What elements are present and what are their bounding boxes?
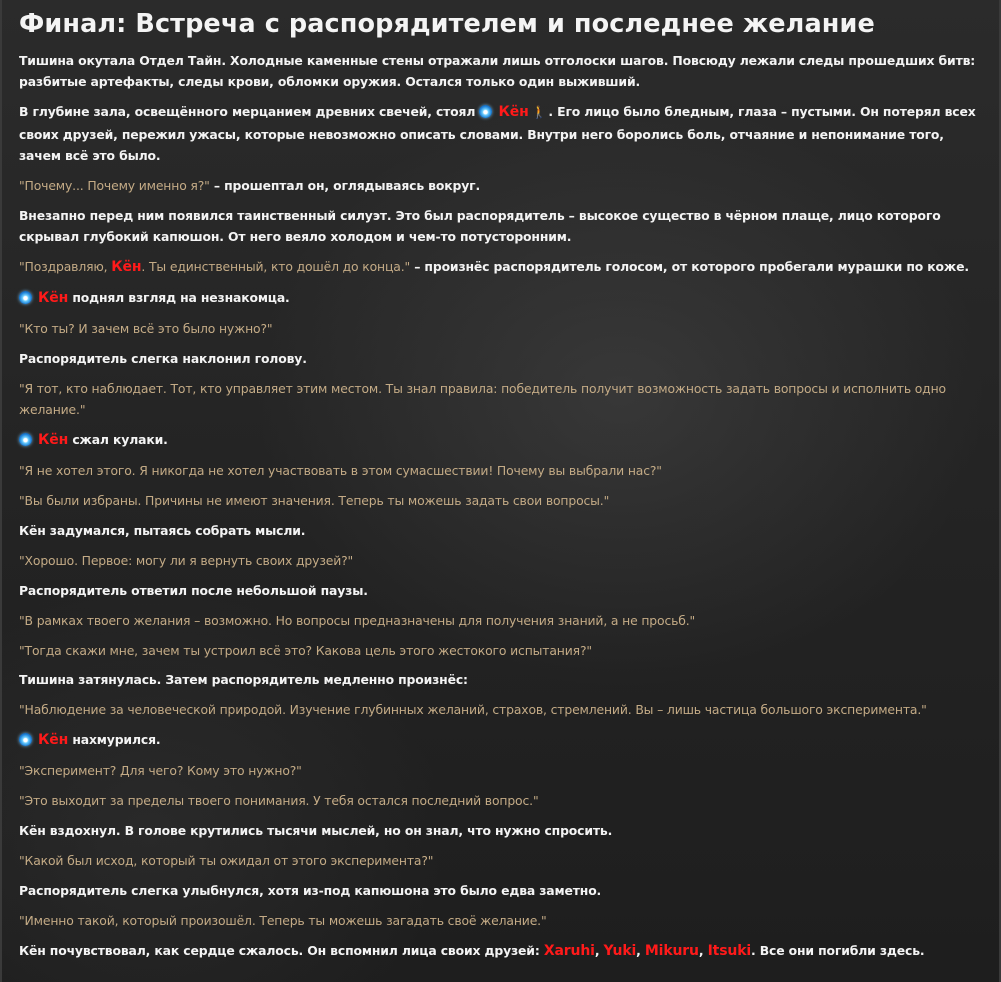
separator: , [698, 942, 708, 958]
dialogue-paragraph: "Я не хотел этого. Я никогда не хотел участвовать в этом сумасшествии! Почему вы выбрали нас?" [19, 463, 662, 479]
narration-paragraph: Распорядитель слегка улыбнулся, хотя из-под капюшона это было едва заметно. [19, 882, 602, 898]
character-name-ken: Кён [38, 290, 69, 307]
glowing-orb-icon [19, 433, 32, 446]
separator: , [594, 942, 604, 958]
glowing-orb-icon [19, 291, 32, 304]
narration-paragraph [19, 287, 983, 309]
dialogue-paragraph: "Какой был исход, который ты ожидал от этого эксперимента?" [19, 852, 434, 868]
friend-name-itsuki: Itsuki [707, 942, 752, 959]
dialogue-paragraph: "Я тот, кто наблюдает. Тот, кто управляет этим местом. Ты знал правила: победитель получит возможность задать вопросы и исполнить одно желание." [19, 380, 946, 418]
narration-text: В глубине зала, освещённого мерцанием древних свечей, стоял [19, 104, 480, 120]
friend-name-xaruhi: Xaruhi [543, 942, 595, 959]
narration-paragraph: Распорядитель слегка наклонил голову. [19, 350, 307, 366]
narration-text: поднял взгляд на незнакомца. [68, 290, 290, 306]
separator: , [636, 942, 645, 958]
narration-text: . Все они погибли здесь. [751, 942, 925, 958]
narration-paragraph: Тишина окутала Отдел Тайн. Холодные каменные стены отражали лишь отголоски шагов. Повсюду лежали следы прошедших битв: разбитые артефакты, следы крови, обломки оружия. Остался только один выживший. [19, 53, 976, 90]
dialogue-paragraph: "Тогда скажи мне, зачем ты устроил всё это? Какова цель этого жестокого испытания?" [19, 642, 592, 658]
character-name-ken: Кён [498, 104, 529, 121]
dialogue-paragraph: "Кто ты? И зачем всё это было нужно?" [19, 321, 273, 337]
narration-paragraph: Распорядитель ответил после небольшой паузы. [19, 582, 368, 598]
dialogue-paragraph: "Эксперимент? Для чего? Кому это нужно?" [19, 763, 302, 779]
dialogue-quote: "Поздравляю, [19, 259, 112, 275]
dialogue-paragraph [19, 256, 983, 278]
narration-text: . Его лицо было бледным, глаза – пустыми. Он потерял всех своих друзей, пережил ужасы, которые невозможно описать словами. Внутри него боролись боль, отчаяние и непонимание того, зачем всё это было. [19, 104, 976, 164]
page-title: Финал: Встреча с распорядителем и последнее желание [19, 9, 875, 39]
dialogue-paragraph: "Хорошо. Первое: могу ли я вернуть своих друзей?" [19, 552, 354, 568]
dialogue-paragraph [19, 175, 983, 196]
narration-text: – прошептал он, оглядываясь вокруг. [209, 178, 481, 194]
narration-text: сжал кулаки. [68, 432, 168, 448]
narration-paragraph [19, 729, 983, 751]
character-name-ken: Кён [38, 732, 69, 749]
friend-name-mikuru: Mikuru [644, 942, 699, 959]
narration-text: Кён почувствовал, как сердце сжалось. Он вспомнил лица своих друзей: [19, 942, 544, 958]
narration-text: – произнёс распорядитель голосом, от которого пробегали мурашки по коже. [410, 259, 969, 275]
narration-paragraph [19, 101, 983, 166]
narration-paragraph [19, 940, 983, 962]
dialogue-paragraph: "Вы были избраны. Причины не имеют значения. Теперь ты можешь задать свои вопросы." [19, 493, 610, 508]
dialogue-quote: . Ты единственный, кто дошёл до конца." [141, 259, 411, 275]
character-name-ken: Кён [111, 259, 142, 276]
narration-paragraph: Кён задумался, пытаясь собрать мысли. [19, 522, 306, 538]
friend-name-yuki: Yuki [603, 942, 637, 959]
glowing-orb-icon [19, 733, 32, 746]
narration-text: нахмурился. [68, 732, 161, 748]
character-name-ken: Кён [38, 432, 69, 449]
dialogue-quote: "Почему... Почему именно я?" [19, 178, 210, 194]
narration-paragraph: Внезапно перед ним появился таинственный силуэт. Это был распорядитель – высокое существо в чёрном плаще, лицо которого скрывал глубокий капюшон. От него веяло холодом и чем-то потусторонним. [19, 207, 941, 245]
dialogue-paragraph: "Наблюдение за человеческой природой. Изучение глубинных желаний, страхов, стремлений. Вы – лишь частица большого эксперимента." [19, 702, 927, 718]
dialogue-paragraph: "Это выходит за пределы твоего понимания. У тебя остался последний вопрос." [19, 793, 539, 809]
glowing-orb-icon [479, 105, 492, 118]
narration-paragraph: Кён вздохнул. В голове крутились тысячи мыслей, но он знал, что нужно спросить. [19, 822, 613, 838]
walking-person-icon: 🚶 [531, 105, 547, 120]
narration-paragraph: Тишина затянулась. Затем распорядитель медленно произнёс: [19, 672, 468, 688]
narration-paragraph [19, 429, 983, 451]
dialogue-paragraph: "Именно такой, который произошёл. Теперь ты можешь загадать своё желание." [19, 912, 547, 928]
dialogue-paragraph: "В рамках твоего желания – возможно. Но вопросы предназначены для получения знаний, а не просьб." [19, 612, 696, 628]
